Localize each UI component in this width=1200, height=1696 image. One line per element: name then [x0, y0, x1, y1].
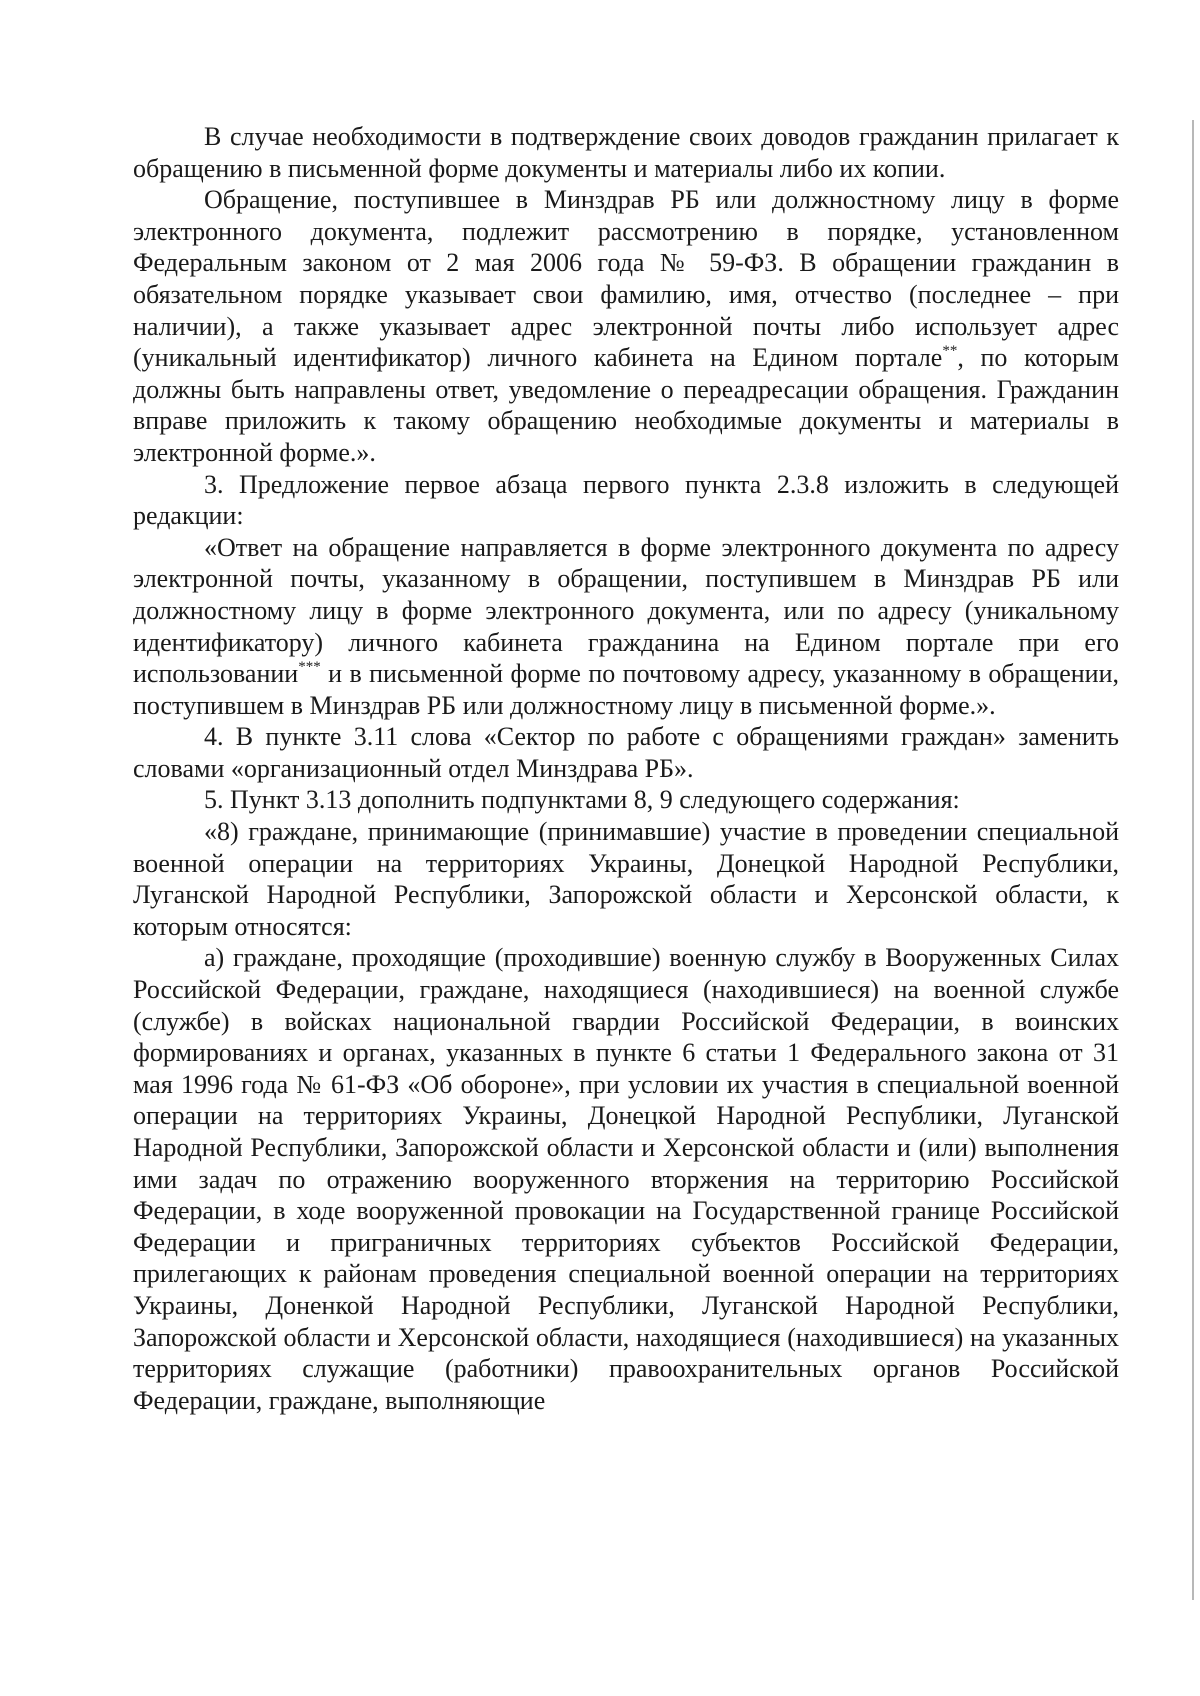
paragraph-item-4: 4. В пункте 3.11 слова «Сектор по работе с обращениями граждан» заменить словами «организационный отдел Минздрава РБ». — [133, 722, 1119, 783]
paragraph-electronic-appeal-text: Обращение, поступившее в Минздрав РБ или должностному лицу в форме электронного документа, подлежит рассмотрению в порядке, установленном Федеральным законом от 2 мая 2006 года № 59-ФЗ. В обращении гражданин в обязательном порядке указывает свои фамилию, имя, отчество (последнее – при наличии), а также указывает адрес электронной почты либо использует адрес (уникальный идентификатор) личного кабинета на Едином портале — [133, 185, 1119, 373]
scan-page-edge — [1192, 120, 1194, 1600]
paragraph-subitem-a: а) граждане, проходящие (проходившие) военную службу в Вооруженных Силах Российской Федерации, граждане, находящиеся (находившиеся) на военной службе (службе) в войсках национальной гвардии Российской Федерации, в воинских формированиях и органах, указанных в пункте 6 статьи 1 Федерального закона от 31 мая 1996 года № 61-ФЗ «Об обороне», при условии их участия в специальной военной операции на территориях Украины, Донецкой Народной Республики, Луганской Народной Республики, Запорожской области и Херсонской области и (или) выполнения ими задач по отражению вооруженного вторжения на территорию Российской Федерации, в ходе вооруженной провокации на Государственной границе Российской Федерации и приграничных территориях субъектов Российской Федерации, прилегающих к районам проведения специальной военной операции на территориях Украины, Доненкой Народной Республики, Луганской Народной Республики, Запорожской области и Херсонской области, находящиеся (находившиеся) на указанных территориях служащие (работники) правоохранительных органов Российской Федерации, граждане, выполняющие — [133, 943, 1119, 1415]
paragraph-response-form-text: «Ответ на обращение направляется в форме электронного документа по адресу электронной почты, указанному в обращении, поступившем в Минздрав РБ или должностному лицу в форме электронного документа, или по адресу (уникальному идентификатору) личного кабинета гражданина на Едином портале при его использовании — [133, 532, 1119, 689]
footnote-mark-double: ** — [942, 343, 958, 360]
paragraph-response-form — [133, 532, 1119, 722]
paragraph-subitem-8: «8) граждане, принимающие (принимавшие) участие в проведении специальной военной операции на территориях Украины, Донецкой Народной Республики, Луганской Народной Республики, Запорожской области и Херсонской области, к которым относятся: — [133, 817, 1119, 941]
paragraph-attachments: В случае необходимости в подтверждение своих доводов гражданин прилагает к обращению в письменной форме документы и материалы либо их копии. — [133, 122, 1119, 183]
paragraph-item-5: 5. Пункт 3.13 дополнить подпунктами 8, 9 следующего содержания: — [204, 785, 960, 815]
paragraph-electronic-appeal — [133, 184, 1119, 468]
footnote-mark-triple: *** — [298, 659, 321, 676]
paragraph-electronic-appeal-text-continued: , по которым должны быть направлены ответ, уведомление о переадресации обращения. Гражданин вправе приложить к такому обращению необходимые документы и материалы в электронной форме.». — [133, 343, 1119, 467]
document-body — [133, 121, 1119, 1416]
paragraph-response-form-text-continued: и в письменной форме по почтовому адресу, указанному в обращении, поступившем в Минздрав РБ или должностному лицу в письменной форме.». — [133, 659, 1119, 720]
paragraph-item-3: 3. Предложение первое абзаца первого пункта 2.3.8 изложить в следующей редакции: — [133, 469, 1119, 531]
